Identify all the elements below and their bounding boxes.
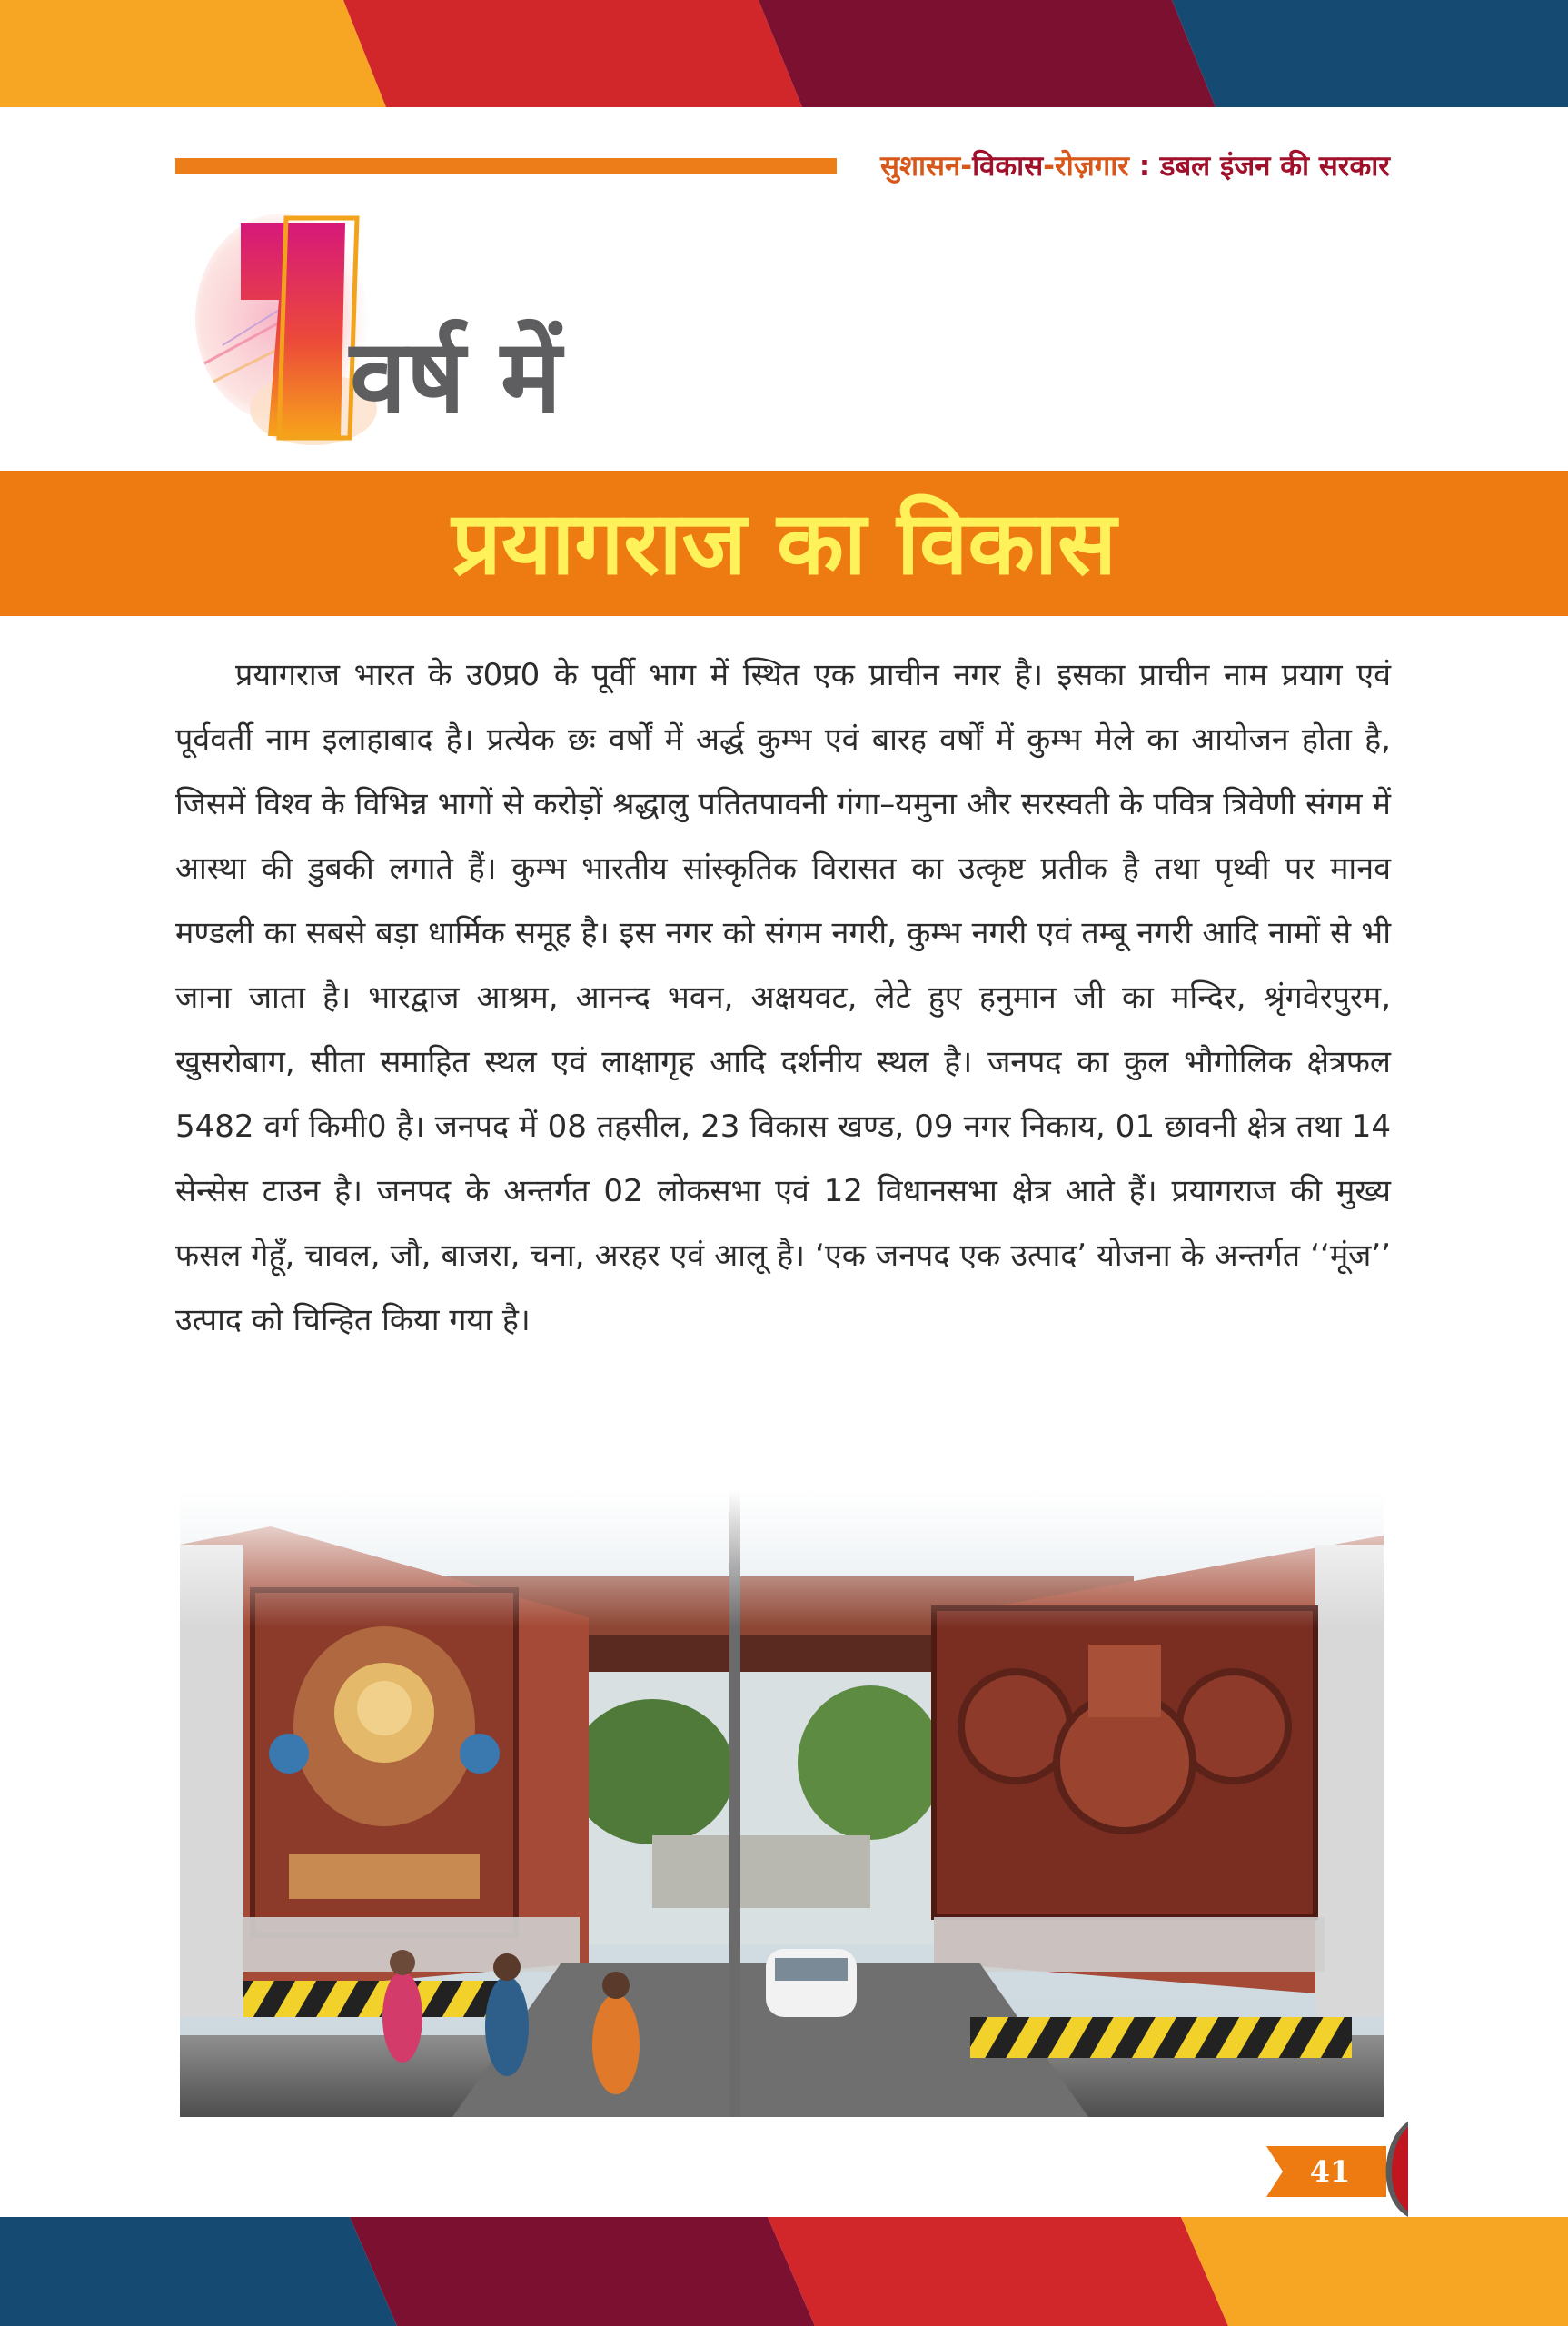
tagline-separator: - xyxy=(1043,150,1056,183)
tagline-vikas: विकास xyxy=(972,150,1044,183)
bottom-color-band xyxy=(0,2217,1568,2326)
top-color-band xyxy=(0,0,1568,107)
tagline-sushasan: सुशासन xyxy=(879,150,961,183)
page-number: 41 xyxy=(1309,2154,1351,2189)
body-paragraph: प्रयागराज भारत के उ0प्र0 के पूर्वी भाग में स्थित एक प्राचीन नगर है। इसका प्राचीन नाम प्रयाग एवं पूर्ववर्ती नाम इलाहाबाद है। प्रत्येक छः वर्षों में अर्द्ध कुम्भ एवं बारह वर्षों में कुम्भ मेले का आयोजन होता है, जिसमें विश्व के विभिन्न भागों से करोड़ों श्रद्धालु पतितपावनी गंगा–यमुना और सरस्वती के पवित्र त्रिवेणी संगम में आस्था की डुबकी लगाते हैं। कुम्भ भारतीय सांस्कृतिक विरासत का उत्कृष्ट प्रतीक है तथा पृथ्वी पर मानव मण्डली का सबसे बड़ा धार्मिक समूह है। इस नगर को संगम नगरी, कुम्भ नगरी एवं तम्बू नगरी आदि नामों से भी जाना जाता है। भारद्वाज आश्रम, आनन्द भवन, अक्षयवट, लेटे हुए हनुमान जी का मन्दिर, श्रृंगवेरपुरम, खुसरोबाग, सीता समाहित स्थल एवं लाक्षागृह आदि दर्शनीय स्थल है। जनपद का कुल भौगोलिक क्षेत्रफल 5482 वर्ग किमी0 है। जनपद में 08 तहसील, 23 विकास खण्ड, 09 नगर निकाय, 01 छावनी क्षेत्र तथा 14 सेन्सेस टाउन है। जनपद के अन्तर्गत 02 लोकसभा एवं 12 विधानसभा क्षेत्र आते हैं। प्रयागराज की मुख्य फसल गेहूँ, चावल, जौ, बाजरा, चना, अरहर एवं आलू है। ‘एक जनपद एक उत्पाद’ योजना के अन्तर्गत ‘‘मूंज’’ उत्पाद को चिन्हित किया गया है। xyxy=(175,657,1391,1338)
underpass-mural-photo xyxy=(180,1490,1384,2117)
header-tagline xyxy=(854,144,1390,189)
page-title: प्रयागराज का विकास xyxy=(452,492,1116,594)
page-number-tab xyxy=(1266,2146,1386,2197)
tagline-double-engine: : डबल इंजन की सरकार xyxy=(1128,150,1390,183)
header-rule xyxy=(175,158,837,174)
year-badge-text: वर्ष में xyxy=(350,318,561,436)
tagline-rozgar: रोज़गार xyxy=(1055,150,1129,183)
tagline-separator: - xyxy=(960,150,973,183)
page-curl-decoration xyxy=(1372,2122,1408,2217)
title-banner xyxy=(0,471,1568,616)
